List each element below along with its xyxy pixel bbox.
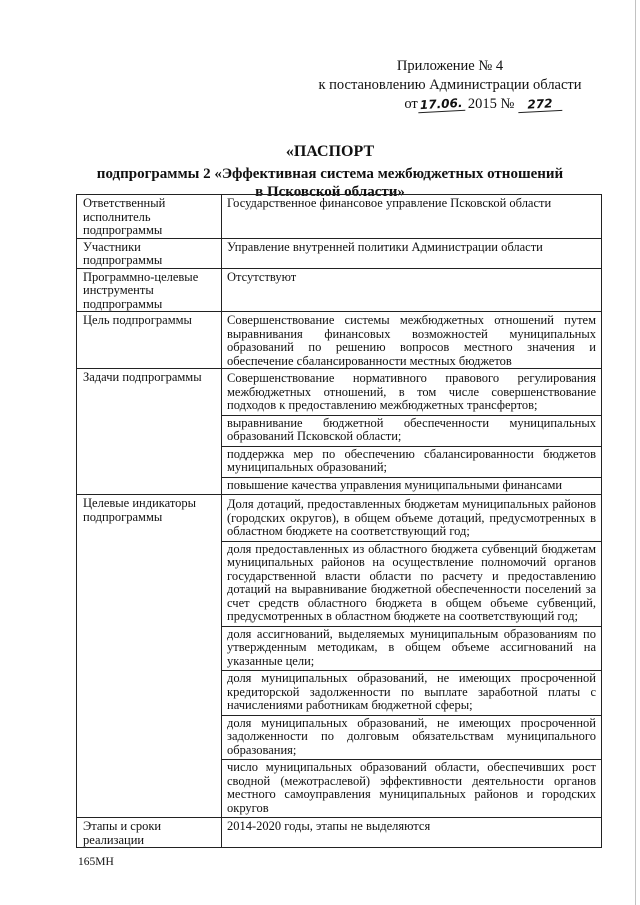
title-passport: «ПАСПОРТ (285, 143, 375, 160)
row-paragraph: доля муниципальных образований, не имеющих просроченной задолженности по долговым обязательствам муниципального образования; (222, 716, 601, 761)
appendix-header (300, 57, 600, 114)
row-paragraph: Управление внутренней политики Администрации области (227, 239, 543, 254)
row-paragraph: 2014-2020 годы, этапы не выделяются (227, 819, 431, 833)
row-paragraph: доля ассигнований, выделяемых муниципальным образованиям по утвержденным методикам, в общем объеме ассигнований на указанные цели; (222, 627, 601, 672)
row-paragraph: число муниципальных образований области, обеспечивших рост сводной (межотраслевой) эффективности деятельности органов местного самоуправления муниципальных районов и городских округов (227, 760, 596, 815)
row-content (222, 818, 602, 848)
document-title (60, 143, 600, 201)
row-label: Участники подпрограммы (77, 238, 222, 268)
row-content (222, 369, 602, 495)
row-label: Этапы и сроки реализации (77, 818, 222, 848)
passport-row (77, 818, 602, 848)
row-label: Ответственный исполнитель подпрограммы (77, 195, 222, 239)
title-subprogram: подпрограммы 2 «Эффективная система межбюджетных отношений (96, 166, 564, 182)
row-content (222, 238, 602, 268)
row-paragraph: Доля дотаций, предоставленных бюджетам муниципальных районов (городских округов), в общем объеме дотаций, предусмотренных в областном бюджете на соответствующий год; (222, 497, 601, 542)
row-label: Задачи подпрограммы (77, 369, 222, 495)
passport-row (77, 238, 602, 268)
passport-row (77, 369, 602, 495)
row-paragraph: Государственное финансовое управление Псковской области (227, 196, 552, 210)
row-paragraph: Отсутствуют (227, 269, 297, 284)
passport-row (77, 195, 602, 239)
row-label: Цель подпрограммы (77, 312, 222, 369)
appendix-reference: к постановлению Администрации области (318, 77, 582, 93)
row-content (222, 195, 602, 239)
title-region: в Псковской области» (255, 184, 405, 200)
year-label: 2015 № (467, 96, 515, 112)
date-prefix: от (404, 96, 418, 112)
appendix-date-line (300, 95, 600, 114)
row-paragraph: Совершенствование системы межбюджетных отношений путем выравнивания финансовых возможностей муниципальных образований по решению вопросов местного значения и обеспечение сбалансированности местных бюджетов (227, 313, 596, 368)
handwritten-number: 272 (518, 97, 563, 113)
row-label: Целевые индикаторы подпрограммы (77, 495, 222, 818)
row-paragraph: выравнивание бюджетной обеспеченности муниципальных образований Псковской области; (222, 416, 601, 447)
document-code: 165МН (78, 856, 114, 868)
passport-row (77, 312, 602, 369)
row-paragraph: повышение качества управления муниципальными финансами (227, 477, 563, 492)
row-paragraph: поддержка мер по обеспечению сбалансированности бюджетов муниципальных образований; (222, 447, 601, 478)
passport-row (77, 495, 602, 818)
row-content (222, 268, 602, 312)
row-paragraph: доля муниципальных образований, не имеющих просроченной кредиторской задолженности по выплате заработной платы с начислениями работникам бюджетной сферы; (222, 671, 601, 716)
passport-table (76, 194, 602, 848)
row-paragraph: доля предоставленных из областного бюджета субвенций бюджетам муниципальных районов на осуществление полномочий органов государственной власти области по расчету и предоставлению дотаций на выравнивание бюджетной обеспеченности поселений за счет средств областного бюджета в общем объеме субвенций, предусмотренных в областном бюджете на соответствующий год; (222, 542, 601, 627)
appendix-number: Приложение № 4 (396, 58, 504, 74)
row-label: Программно-целевые инструменты подпрограммы (77, 268, 222, 312)
scan-edge-line (635, 0, 636, 905)
row-content (222, 312, 602, 369)
row-content (222, 495, 602, 818)
passport-row (77, 268, 602, 312)
handwritten-date: 17.06. (417, 97, 464, 113)
row-paragraph: Совершенствование нормативного правового регулирования межбюджетных отношений, в том числе совершенствование подходов к предоставлению межбюджетных трансфертов; (222, 371, 601, 416)
